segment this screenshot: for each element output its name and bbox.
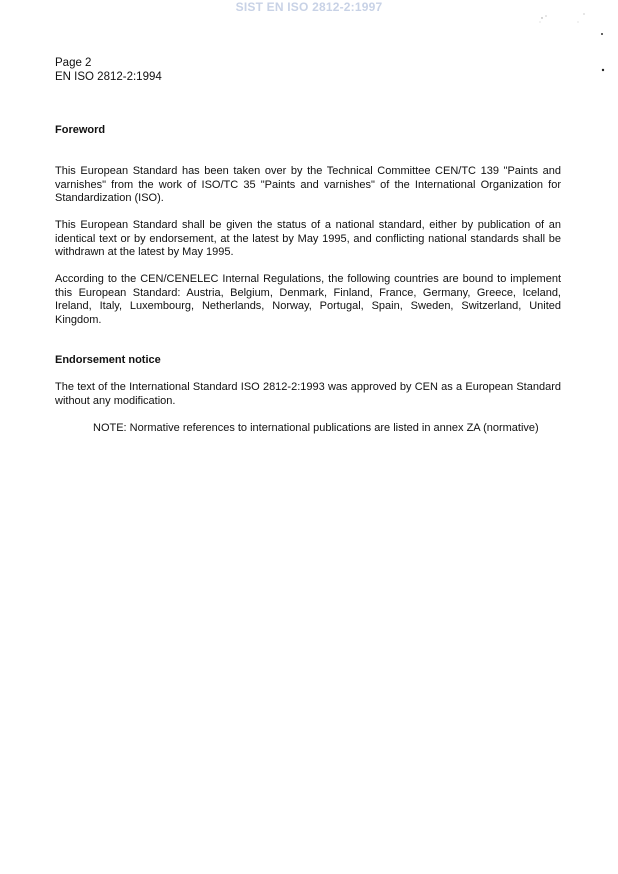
foreword-heading: Foreword <box>55 124 106 136</box>
watermark: SIST EN ISO 2812-2:1997 <box>235 0 383 14</box>
foreword-paragraph-2: This European Standard shall be given the status of a national standard, either by publication of an identical text or by endorsement, at the latest by May 1995, and conflicting national standards shall be withdrawn at the latest by May 1995. <box>55 219 561 258</box>
endorsement-paragraph: The text of the International Standard ISO 2812-2:1993 was approved by CEN as a European Standard without any modification. <box>55 381 561 407</box>
page-number: Page 2 <box>55 57 92 69</box>
foreword-paragraph-1: This European Standard has been taken over by the Technical Committee CEN/TC 139 "Paints and varnishes" from the work of ISO/TC 35 "Paints and varnishes" of the International Organization for Standardization (ISO). <box>55 165 561 204</box>
page-header <box>55 56 162 84</box>
normative-references-note: NOTE: Normative references to international publications are listed in annex ZA (normative) <box>93 422 539 434</box>
standard-id: EN ISO 2812-2:1994 <box>55 71 162 83</box>
endorsement-heading: Endorsement notice <box>55 354 161 366</box>
foreword-paragraph-3: According to the CEN/CENELEC Internal Regulations, the following countries are bound to implement this European Standard: Austria, Belgium, Denmark, Finland, France, Germany, Greece, Iceland, Ireland, Italy, Luxembourg, Netherlands, Norway, Portugal, Spain, Sweden, Switzerland, United Kingdom. <box>55 273 561 326</box>
scan-specks <box>530 8 610 78</box>
